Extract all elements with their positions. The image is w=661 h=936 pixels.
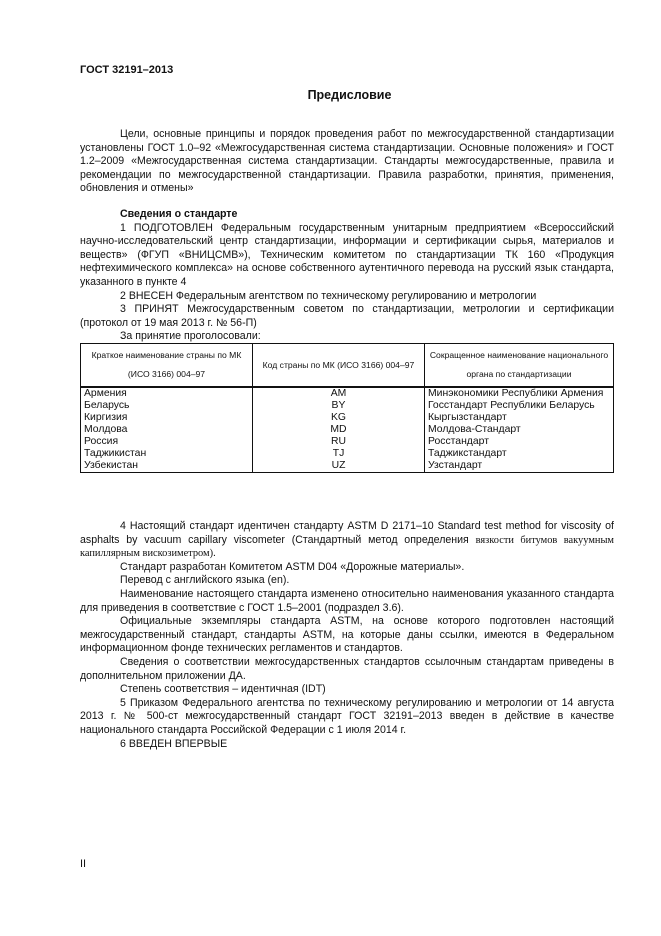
document-id: ГОСТ 32191–2013 — [80, 64, 174, 76]
voting-table — [80, 343, 614, 473]
paragraph-official-copies: Официальные экземпляры стандарта ASTM, на основе которого подготовлен настоящий межгосударственный стандарт, стандарты ASTM, на которые даны ссылки, имеются в Федеральном информационном фонде технических регламентов и стандартов. — [80, 615, 614, 655]
cell-body: Узстандарт — [425, 460, 614, 473]
cell-country: Беларусь — [81, 400, 253, 412]
page-title: Предисловие — [307, 88, 392, 102]
cell-code: UZ — [252, 460, 424, 473]
cell-body: Росстандарт — [425, 436, 614, 448]
table-header-row — [81, 344, 614, 388]
cell-country: Армения — [81, 387, 253, 400]
cell-code: TJ — [252, 448, 424, 460]
table-row — [81, 460, 614, 473]
table-row — [81, 400, 614, 412]
paragraph-5: 5 Приказом Федерального агентства по техническому регулированию и метрологии от 14 августа 2013 г. № 500-ст межгосударственный стандарт ГОСТ 32191–2013 введен в действие в качестве национального стандарта Российской Федерации с 1 июля 2014 г. — [80, 696, 614, 736]
cell-country: Киргизия — [81, 412, 253, 424]
paragraph-conformity-degree: Степень соответствия – идентичная (IDT) — [120, 683, 326, 696]
info-paragraph-2: 2 ВНЕСЕН Федеральным агентством по техническому регулированию и метрологии — [120, 289, 537, 302]
cell-body: Молдова-Стандарт — [425, 424, 614, 436]
intro-section — [80, 128, 614, 196]
cell-country: Таджикистан — [81, 448, 253, 460]
paragraph-4-translation: вязкости битумов вакуумным капиллярным вискозиметром). — [80, 534, 615, 560]
section-heading: Сведения о стандарте — [120, 208, 238, 220]
paragraph-4-text: 4 Настоящий стандарт идентичен стандарту ASTM D 2171–10 Standard test method for viscosity of asphalts by vacuum capillary viscometer (Стандартный метод определения — [80, 520, 614, 546]
table-row — [81, 436, 614, 448]
intro-paragraph: Цели, основные принципы и порядок проведения работ по межгосударственной стандартизации установлены ГОСТ 1.0–92 «Межгосударственная система стандартизации. Основные положения» и ГОСТ 1.2–2009 «Межгосударственная система стандартизации. Стандарты межгосударственные, правила и рекомендации по межгосударственной стандартизации. Правила разработки, принятия, применения, обновления и отмены» — [80, 128, 614, 195]
paragraph-6: 6 ВВЕДЕН ВПЕРВЫЕ — [120, 737, 228, 750]
header-country: Краткое наименование страны по МК (ИСО 3166) 004–97 — [81, 344, 253, 388]
cell-country: Россия — [81, 436, 253, 448]
cell-code: AM — [252, 387, 424, 400]
header-body: Сокращенное наименование национального органа по стандартизации — [425, 344, 614, 388]
standard-info-section — [80, 208, 614, 344]
header-code: Код страны по МК (ИСО 3166) 004–97 — [252, 344, 424, 388]
table-row — [81, 448, 614, 460]
table-row — [81, 412, 614, 424]
cell-code: BY — [252, 400, 424, 412]
table-row — [81, 424, 614, 436]
cell-body: Кыргызстандарт — [425, 412, 614, 424]
info-paragraph-1: 1 ПОДГОТОВЛЕН Федеральным государственным унитарным предприятием «Всероссийский научно-исследовательский центр стандартизации, информации и сертификации сырья, материалов и веществ» (ФГУП «ВНИЦСМВ»), Техническим комитетом по стандартизации ТК 160 «Продукция нефтехимического комплекса» на основе собственного аутентичного перевода на русский язык стандарта, указанного в пункте 4 — [80, 221, 614, 288]
page-number: II — [80, 858, 87, 870]
paragraph-4 — [80, 520, 614, 561]
paragraph-name-change: Наименование настоящего стандарта изменено относительно наименования указанного стандарта для приведения в соответствие с ГОСТ 1.5–2001 (подраздел 3.6). — [80, 587, 614, 614]
cell-body: Госстандарт Республики Беларусь — [425, 400, 614, 412]
vote-label: За принятие проголосовали: — [120, 330, 261, 343]
cell-code: RU — [252, 436, 424, 448]
paragraph-translation: Перевод с английского языка (en). — [120, 574, 290, 587]
cell-country: Молдова — [81, 424, 253, 436]
cell-code: MD — [252, 424, 424, 436]
info-paragraph-3: 3 ПРИНЯТ Межгосударственным советом по стандартизации, метрологии и сертификации (протокол от 19 мая 2013 г. № 56-П) — [80, 303, 614, 329]
cell-country: Узбекистан — [81, 460, 253, 473]
cell-body: Таджикстандарт — [425, 448, 614, 460]
cell-code: KG — [252, 412, 424, 424]
table-row — [81, 387, 614, 400]
paragraph-conformity-info: Сведения о соответствии межгосударственных стандартов ссылочным стандартам приведены в дополнительном приложении ДА. — [80, 655, 614, 682]
details-section — [80, 520, 614, 751]
paragraph-committee: Стандарт разработан Комитетом ASTM D04 «Дорожные материалы». — [120, 560, 465, 573]
cell-body: Минэкономики Республики Армения — [425, 387, 614, 400]
